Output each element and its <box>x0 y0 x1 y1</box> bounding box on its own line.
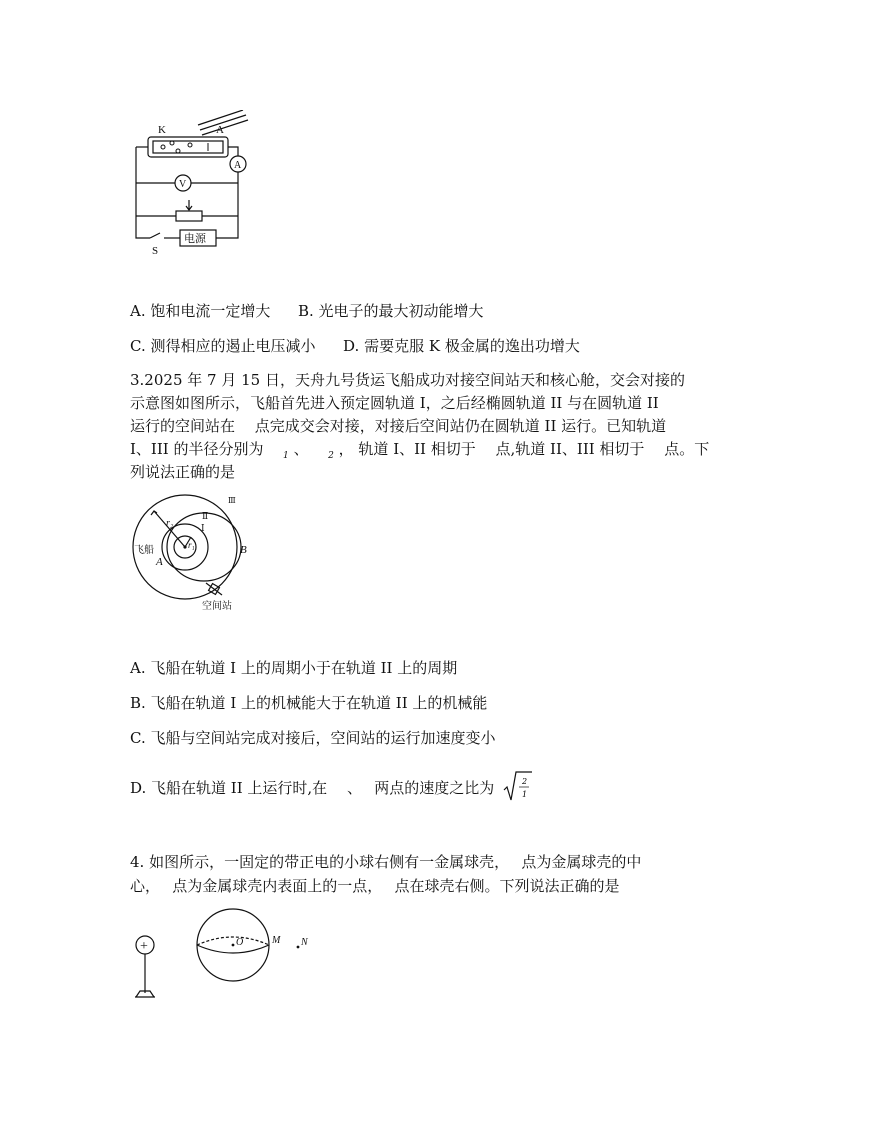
photoelectric-circuit-diagram <box>128 110 252 256</box>
q2-option-c: C. 测得相应的遏止电压减小 <box>130 337 316 355</box>
q4-stem-line-2: 心， 点为金属球壳内表面上的一点， 点在球壳右侧。下列说法正确的是 <box>130 877 620 895</box>
sqrt-numerator: 2 <box>522 777 528 786</box>
sqrt-denominator: 1 <box>522 790 528 799</box>
radius-label-r2: r₂ <box>166 518 174 529</box>
orbit-label-ii: Ⅱ <box>202 511 209 521</box>
q3-stem-line-4: I、III 的半径分别为 $_1$ 、 $_2$ ， 轨道 I、II 相切于 点,轨道 II、III 相切于 点。下 <box>130 440 710 461</box>
orbit-label-iii: Ⅲ <box>228 496 236 505</box>
metal-shell-diagram <box>128 905 328 1005</box>
q3-option-c: C. 飞船与空间站完成对接后，空间站的运行加速度变小 <box>130 729 496 747</box>
point-label-n: N <box>301 937 308 948</box>
q2-option-c-d <box>130 335 580 357</box>
sqrt-radical-sign <box>503 770 533 802</box>
q3-option-a: A. 飞船在轨道 I 上的周期小于在轨道 II 上的周期 <box>130 659 458 677</box>
q3-option-d: D. 飞船在轨道 II 上运行时,在 、 两点的速度之比为 2 1 <box>130 770 533 808</box>
power-supply-label: 电源 <box>184 233 206 245</box>
radius-subscript-1: 1 <box>283 451 289 461</box>
radius-subscript-2: 2 <box>328 451 334 461</box>
cathode-label: K <box>158 124 166 136</box>
q2-option-b: B. 光电子的最大初动能增大 <box>297 302 484 320</box>
ammeter-label: A <box>234 160 242 171</box>
q3-stem-line-3: 运行的空间站在 点完成交会对接，对接后空间站仍在圆轨道 II 运行。已知轨道 <box>130 417 667 435</box>
spacecraft-label: 飞船 <box>134 545 154 556</box>
q4-stem-line-1: 4. 如图所示，一固定的带正电的小球右侧有一金属球壳， 点为金属球壳的中 <box>130 853 642 871</box>
q3-option-b: B. 飞船在轨道 I 上的机械能大于在轨道 II 上的机械能 <box>130 694 488 712</box>
orbit-diagram <box>128 493 258 613</box>
orbit-label-i: Ⅰ <box>201 523 205 533</box>
point-label-m: M <box>272 935 281 946</box>
radius-label-r1: r₁ <box>188 540 195 550</box>
space-station-label: 空间站 <box>202 601 232 612</box>
q3-stem-line-5: 列说法正确的是 <box>130 463 236 481</box>
q2-option-a-b <box>130 300 484 322</box>
switch-label: S <box>152 245 159 256</box>
point-a-label: A <box>156 556 163 568</box>
q2-option-a: A. 饱和电流一定增大 <box>130 302 271 320</box>
q2-option-d: D. 需要克服 K 极金属的逸出功增大 <box>343 337 580 355</box>
positive-charge-symbol: + <box>140 939 148 954</box>
q3-stem-line-1: 3.2025 年 7 月 15 日，天舟九号货运飞船成功对接空间站天和核心舱，交会对接的 <box>130 371 685 389</box>
anode-label: A <box>216 124 224 136</box>
center-label-o: O <box>236 937 244 948</box>
voltmeter-label: V <box>179 179 187 190</box>
q3-stem-line-2: 示意图如图所示，飞船首先进入预定圆轨道 I，之后经椭圆轨道 II 与在圆轨道 II <box>130 394 659 412</box>
sqrt-ratio-expression <box>503 770 533 808</box>
point-b-label: B <box>240 544 247 556</box>
